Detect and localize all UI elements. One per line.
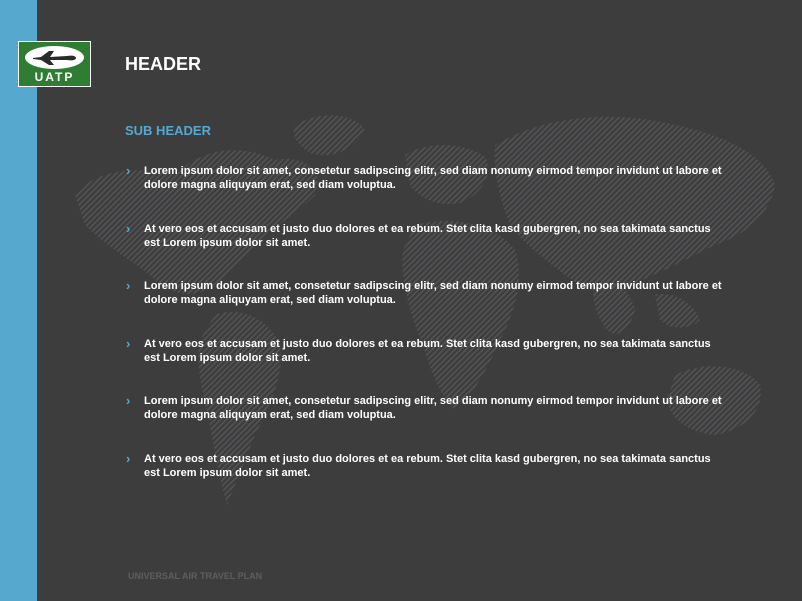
chevron-right-icon: › xyxy=(126,393,131,408)
uatp-logo xyxy=(18,41,91,87)
footer-text: UNIVERSAL AIR TRAVEL PLAN xyxy=(128,571,263,581)
bullet-item xyxy=(125,337,725,395)
logo-oval xyxy=(25,46,84,69)
page-title: HEADER xyxy=(125,54,202,74)
bullet-item xyxy=(125,222,725,280)
chevron-right-icon: › xyxy=(126,450,131,466)
bullet-item xyxy=(125,164,725,222)
left-accent-bar xyxy=(0,0,37,601)
sub-header: SUB HEADER xyxy=(125,123,211,138)
chevron-right-icon: › xyxy=(126,220,131,236)
bullet-list xyxy=(125,164,725,509)
bullet-text: Lorem ipsum dolor sit amet, consetetur sadipscing elitr, sed diam nonumy eirmod tempor invidunt ut labore et dolore magna aliquyam erat, sed diam voluptua. xyxy=(144,165,722,191)
bullet-text: Lorem ipsum dolor sit amet, consetetur sadipscing elitr, sed diam nonumy eirmod tempor invidunt ut labore et dolore magna aliquyam erat, sed diam voluptua. xyxy=(144,395,722,421)
bullet-item xyxy=(125,279,725,337)
bullet-text: Lorem ipsum dolor sit amet, consetetur sadipscing elitr, sed diam nonumy eirmod tempor invidunt ut labore et dolore magna aliquyam erat, sed diam voluptua. xyxy=(144,280,722,306)
bullet-item xyxy=(125,394,725,452)
chevron-right-icon: › xyxy=(126,163,131,178)
bullet-text: At vero eos et accusam et justo duo dolores et ea rebum. Stet clita kasd gubergren, no sea takimata sanctus est Lorem ipsum dolor sit amet. xyxy=(144,337,711,364)
bullet-text: At vero eos et accusam et justo duo dolores et ea rebum. Stet clita kasd gubergren, no sea takimata sanctus est Lorem ipsum dolor sit amet. xyxy=(144,452,711,479)
logo-text: UATP xyxy=(34,70,75,84)
bullet-text: At vero eos et accusam et justo duo dolores et ea rebum. Stet clita kasd gubergren, no sea takimata sanctus est Lorem ipsum dolor sit amet. xyxy=(144,222,711,249)
bullet-item xyxy=(125,452,725,510)
chevron-right-icon: › xyxy=(126,335,131,351)
airplane-icon xyxy=(31,49,78,66)
chevron-right-icon: › xyxy=(126,278,131,293)
